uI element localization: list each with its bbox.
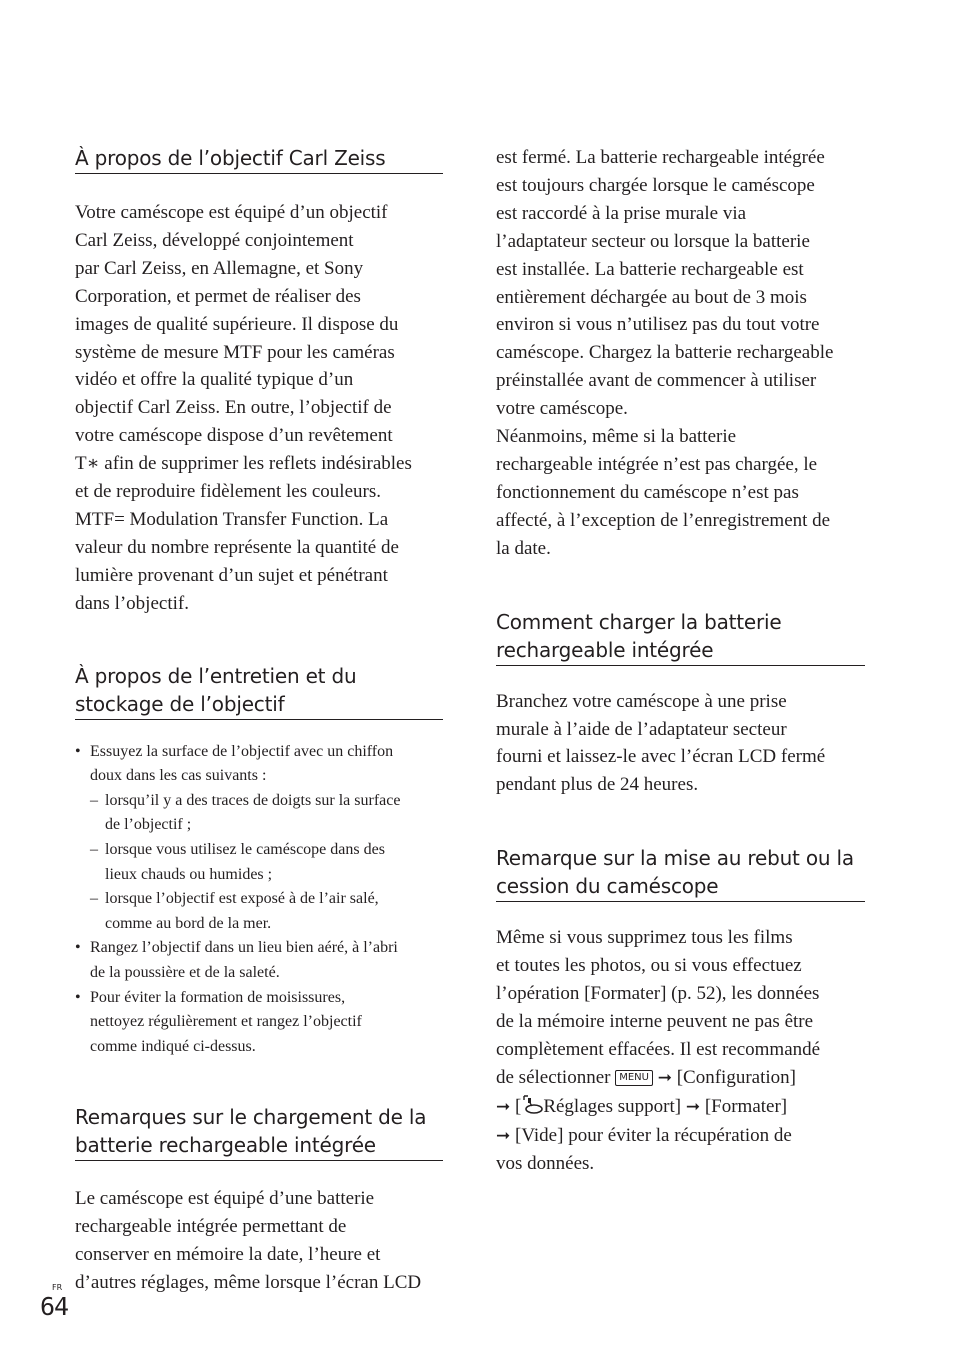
page-number: 64 [40,1292,69,1321]
text-reglages-support: Réglages support] [543,1095,682,1117]
arrow-right-icon: ➞ [685,1096,701,1117]
heading-mise-au-rebut: Remarque sur la mise au rebut ou la cession du caméscope [496,844,865,902]
text-vide: [Vide] pour éviter la récupération de [510,1124,792,1146]
media-settings-icon [521,1093,543,1121]
list-item-text: Rangez l’objectif dans un lieu bien aéré, à l’abri de la poussière et de la saleté. [90,939,398,981]
dash-marker: – [90,791,98,809]
text-de-selectionner: de sélectionner [496,1066,616,1088]
left-column [75,144,443,1297]
paragraph-chargement: Le caméscope est équipé d’une batterie rechargeable intégrée permettant de conserver en mémoire la date, l’heure et d’autres réglages, même lorsque l’écran LCD [75,1188,422,1294]
text-configuration: [Configuration] [671,1066,796,1088]
list-item [75,986,443,1060]
sub-list-item [90,838,443,887]
list-entretien [75,740,443,1060]
heading-comment-charger: Comment charger la batterie rechargeable intégrée [496,608,865,666]
paragraph-chargement-continued: est fermé. La batterie rechargeable intégrée est toujours chargée lorsque le caméscope est raccordé à la prise murale via l’adaptateur secteur ou lorsque la batterie est installée. La batterie rechargeable est entièrement déchargée au bout de 3 mois environ si vous n’utilisez pas du tout votre caméscope. Chargez la batterie rechargeable préinstallée avant de commencer à utiliser votre caméscope. Néanmoins, même si la batterie rechargeable intégrée n’est pas chargée, le fonctionnement du caméscope n’est pas affecté, à l’exception de l’enregistrement de la date. [496,147,834,559]
arrow-right-icon: ➞ [657,1067,672,1088]
arrow-right-icon: ➞ [496,1125,511,1146]
arrow-right-icon: ➞ [496,1096,511,1117]
paragraph-text: Même si vous supprimez tous les films et toutes les photos, ou si vous effectuez l’opération [Formater] (p. 52), les données de la mémoire interne peuvent ne pas être complètement effacées. Il est recommandé [496,927,821,1060]
sub-list-item-text: lorsqu’il y a des traces de doigts sur la surface de l’objectif ; [105,791,401,834]
heading-carl-zeiss: À propos de l’objectif Carl Zeiss [75,144,443,174]
list-item-text: Essuyez la surface de l’objectif avec un chiffon doux dans les cas suivants : [90,742,394,785]
paragraph-comment-charger: Branchez votre caméscope à une prise murale à l’aide de l’adaptateur secteur fourni et laissez-le avec l’écran LCD fermé pendant plus de 24 heures. [496,690,826,796]
text-bracket-open: [ [510,1095,522,1117]
bullet-marker: • [75,742,81,760]
sub-list-item-text: lorsque vous utilisez le caméscope dans des lieux chauds ou humides ; [105,840,385,883]
text-formater: [Formater] [700,1095,788,1117]
heading-entretien: À propos de l’entretien et du stockage de l’objectif [75,662,443,720]
list-item [75,936,443,985]
list-item [75,740,443,937]
paragraph-mise-au-rebut [496,924,865,1178]
sub-list-item-text: lorsque l’objectif est exposé à de l’air salé, comme au bord de la mer. [105,890,379,932]
dash-marker: – [90,840,98,858]
sub-list-item [90,887,443,936]
dash-marker: – [90,890,98,908]
sub-list-item [90,789,443,838]
language-code: FR [52,1283,63,1292]
list-item-text: Pour éviter la formation de moisissures, nettoyez régulièrement et rangez l’objectif comme indiqué ci-dessus. [90,988,362,1055]
heading-remarques-chargement: Remarques sur le chargement de la batterie rechargeable intégrée [75,1103,443,1161]
menu-button-icon: MENU [615,1070,653,1086]
paragraph-carl-zeiss: Votre caméscope est équipé d’un objectif Carl Zeiss, développé conjointement par Carl Zeiss, en Allemagne, et Sony Corporation, et permet de réaliser des images de qualité supérieure. Il dispose du système de mesure MTF pour les caméras vidéo et offre la qualité typique d’un objectif Carl Zeiss. En outre, l’objectif de votre caméscope dispose d’un revêtement T∗ afin de supprimer les reflets indésirables et de reproduire fidèlement les couleurs. MTF= Modulation Transfer Function. La valeur du nombre représente la quantité de lumière provenant d’un sujet et pénétrant dans l’objectif. [75,202,412,614]
text-last-line: vos données. [496,1153,595,1175]
right-column [496,144,865,1178]
bullet-marker: • [75,988,81,1006]
bullet-marker: • [75,939,81,957]
